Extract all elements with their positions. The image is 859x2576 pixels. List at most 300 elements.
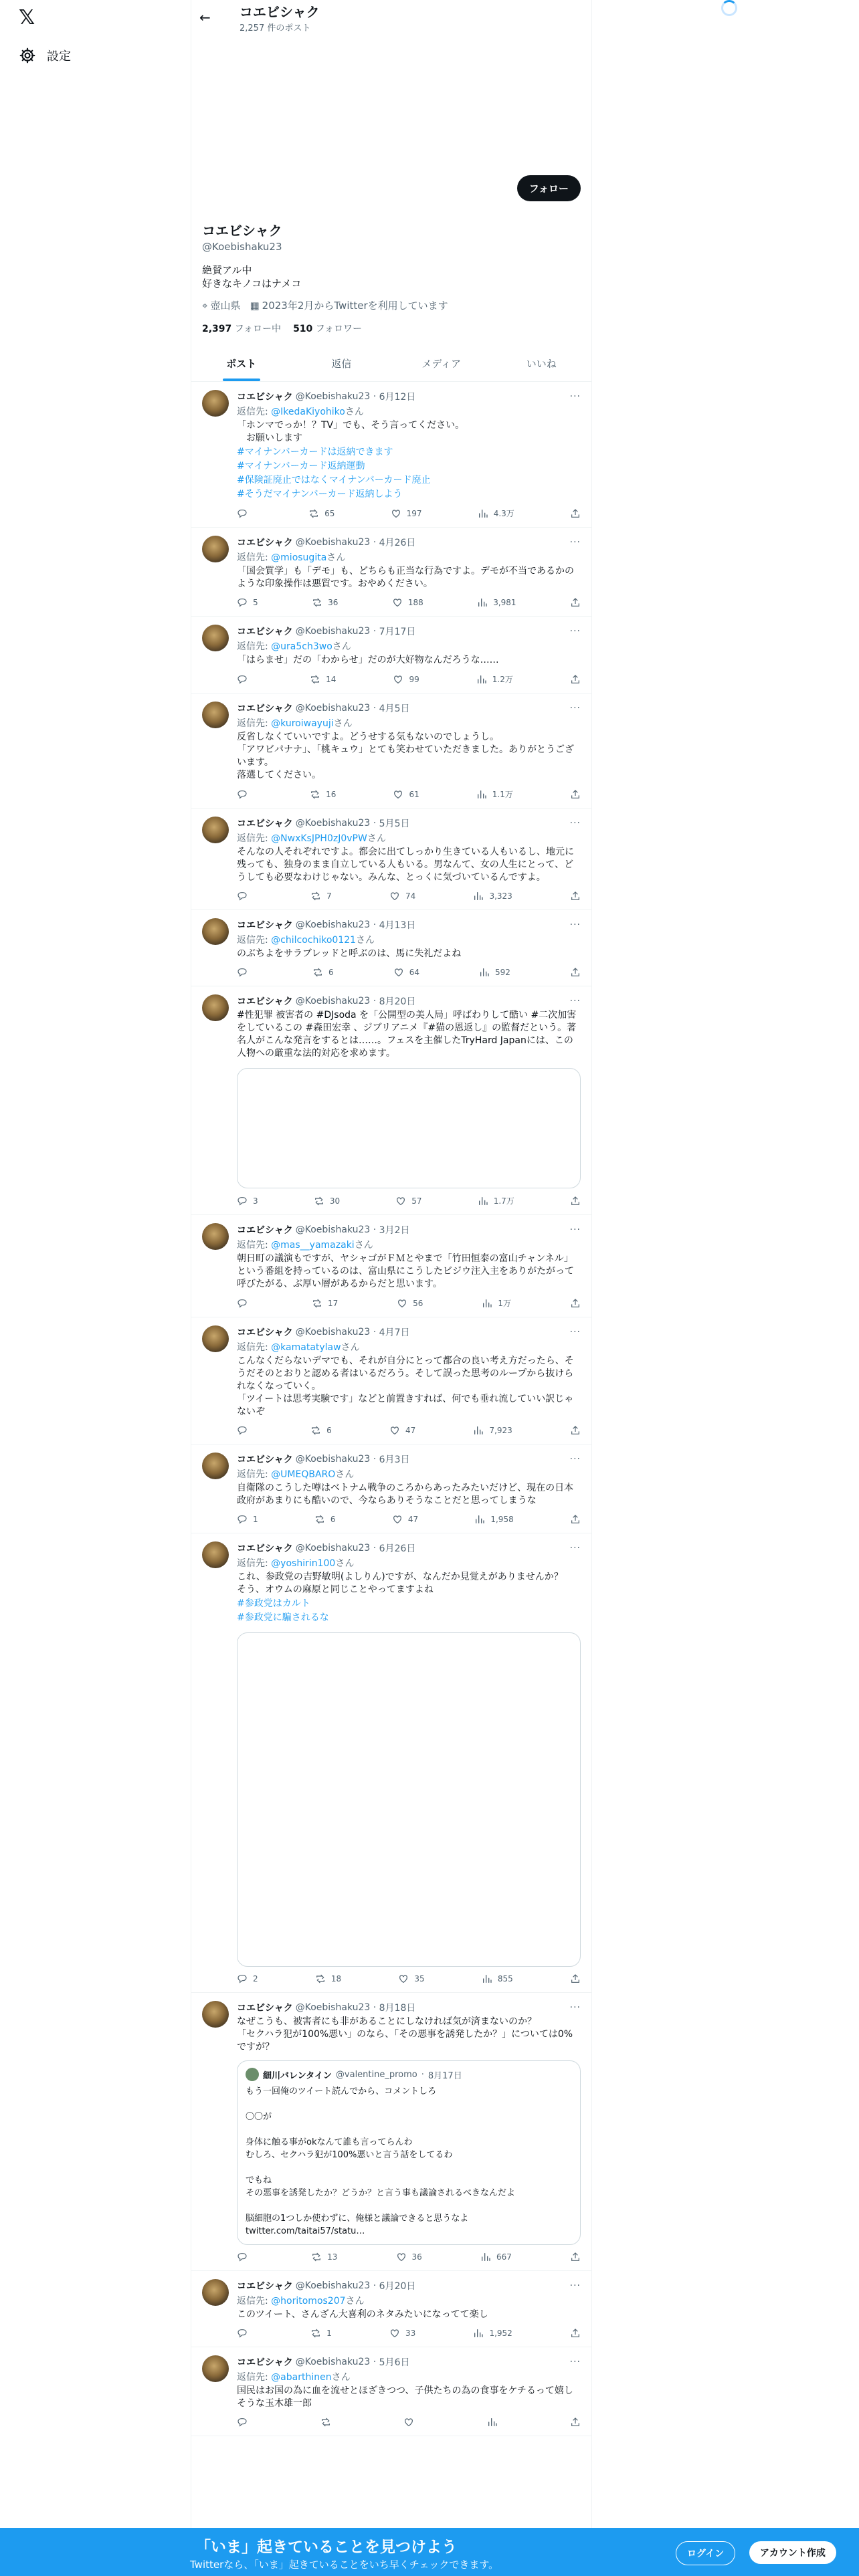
tweet-actions [237, 891, 581, 901]
view-count: 3,981 [493, 598, 516, 607]
tweet-author-name[interactable]: コエビシャク [237, 2003, 293, 2014]
reply-to-handle[interactable]: @miosugita [271, 552, 327, 563]
reply-suffix: さん [332, 641, 351, 652]
hashtag-link[interactable]: #参政党はカルト [237, 1598, 310, 1609]
reply-count: 5 [253, 598, 258, 607]
hashtag-link[interactable]: #保険証廃止ではなくマイナンバーカード廃止 [237, 475, 431, 486]
avatar[interactable] [202, 625, 229, 651]
tweet-header [237, 918, 581, 932]
tweet-author-name[interactable]: コエビシャク [237, 1543, 293, 1554]
share-button[interactable] [570, 1195, 581, 1206]
tweet-date[interactable]: 5月5日 [379, 819, 410, 829]
reply-button[interactable] [237, 2252, 253, 2262]
tweet-author-name[interactable]: コエビシャク [237, 538, 293, 548]
views-button[interactable] [476, 673, 513, 685]
share-button[interactable] [570, 2328, 581, 2339]
more-options-icon[interactable]: ··· [569, 996, 581, 1006]
reply-suffix: さん [335, 1469, 355, 1480]
reply-prefix: 返信先: [237, 641, 272, 652]
avatar[interactable] [202, 1325, 229, 1352]
avatar[interactable] [202, 1223, 229, 1250]
tweet-actions [237, 1425, 581, 1436]
bar-chart-icon [478, 1196, 488, 1206]
retweet-button[interactable] [310, 1425, 332, 1436]
tweet-text: 国民はお国の為に血を流せとほざきつつ、子供たちの為の食事をケチるって嬉しそうな玉木雄一郎 [237, 2385, 573, 2409]
bar-chart-icon [487, 2417, 498, 2428]
retweet-icon [310, 891, 321, 901]
tweet-header [237, 1453, 581, 1466]
quoted-tweet[interactable] [237, 2060, 581, 2245]
reply-button[interactable] [237, 891, 253, 901]
tweet-body [237, 994, 581, 1206]
share-button[interactable] [570, 673, 581, 685]
heart-icon [389, 2328, 400, 2339]
tweet-header [237, 625, 581, 638]
reply-to-handle[interactable]: @UMEQBARO [271, 1469, 336, 1480]
more-options-icon[interactable]: ··· [569, 818, 581, 829]
like-count: 74 [405, 891, 416, 901]
views-button[interactable] [479, 967, 510, 978]
tweet-author-name[interactable]: コエビシャク [237, 2357, 293, 2368]
reply-to-handle[interactable]: @abarthinen [271, 2372, 332, 2383]
reply-button[interactable] [237, 967, 253, 978]
reply-prefix: 返信先: [237, 2372, 272, 2383]
followers-label: フォロワー [315, 324, 363, 334]
reply-to-handle[interactable]: @ura5ch3wo [271, 641, 332, 652]
more-options-icon[interactable]: ··· [569, 703, 581, 714]
tweet-date[interactable]: 6月20日 [379, 2281, 416, 2292]
separator: · [370, 1543, 379, 1553]
profile-follow-stats [202, 322, 581, 335]
like-button[interactable] [393, 967, 419, 978]
retweet-button[interactable] [310, 673, 336, 685]
tweet-author-name[interactable]: コエビシャク [237, 392, 293, 403]
retweet-button[interactable] [314, 1195, 340, 1206]
tweet-author-name[interactable]: コエビシャク [237, 627, 293, 637]
like-count: 35 [414, 1974, 425, 1983]
avatar[interactable] [202, 817, 229, 843]
location-text: 壺山県 [210, 300, 241, 312]
reply-button[interactable] [237, 673, 253, 685]
nav-settings-label: 設定 [47, 49, 71, 64]
retweet-button[interactable] [315, 1973, 341, 1984]
joined-text: 2023年2月からTwitterを利用しています [262, 300, 448, 312]
reply-prefix: 返信先: [237, 1558, 272, 1569]
reply-prefix: 返信先: [237, 407, 272, 417]
like-button[interactable] [396, 2252, 422, 2262]
tweet-body [237, 1223, 581, 1309]
profile-meta [202, 298, 581, 312]
heart-icon [389, 891, 400, 901]
more-options-icon[interactable]: ··· [569, 1543, 581, 1553]
reply-context [237, 716, 581, 730]
like-button[interactable] [389, 2328, 415, 2339]
views-button[interactable] [482, 1297, 511, 1309]
tweet-actions [237, 2328, 581, 2339]
tweet-header [237, 1223, 581, 1237]
like-button[interactable] [398, 1973, 424, 1984]
retweet-count: 17 [327, 1298, 339, 1308]
tweet-text: そんなの人それぞれですよ。都会に出てしっかり生きている人もいるし、地元に残っても、独身のまま自立している人もいる。男なんて、女の人生にとって、どうしても必要なわけじゃない。みんな、とっくに気づいているんですよ。 [237, 847, 574, 883]
more-options-icon[interactable]: ··· [569, 2280, 581, 2291]
views-button[interactable] [480, 2252, 512, 2262]
share-button[interactable] [570, 891, 581, 901]
reply-icon [237, 891, 248, 901]
retweet-button[interactable] [310, 891, 332, 901]
tweet-media[interactable] [237, 1068, 581, 1188]
calendar-icon: ▦ [250, 299, 260, 312]
tweet-author-handle: @Koebishaku23 [295, 2357, 371, 2367]
share-button[interactable] [570, 1514, 581, 1525]
tweet-date[interactable]: 4月5日 [379, 704, 410, 714]
view-count: 1.7万 [493, 1196, 514, 1206]
reply-to-handle[interactable]: @mas__yamazaki [271, 1240, 355, 1251]
tweet-date[interactable]: 4月13日 [379, 920, 416, 931]
share-button[interactable] [570, 2252, 581, 2262]
tweet[interactable] [191, 1317, 591, 1444]
tweet-author-name[interactable]: コエビシャク [237, 1225, 293, 1236]
more-options-icon[interactable]: ··· [569, 626, 581, 637]
bar-chart-icon [482, 1298, 492, 1309]
x-logo-icon[interactable]: 𝕏 [19, 6, 35, 29]
retweet-icon [310, 789, 320, 800]
share-icon [570, 789, 581, 800]
reply-button[interactable] [237, 597, 258, 608]
reply-to-handle[interactable]: @IkedaKiyohiko [271, 407, 345, 417]
reply-button[interactable] [237, 1514, 258, 1525]
tweet-date[interactable]: 6月26日 [379, 1543, 416, 1554]
tweet-header [237, 390, 581, 403]
view-count: 4.3万 [493, 509, 514, 518]
tweet-body [237, 2001, 581, 2262]
avatar[interactable] [202, 702, 229, 728]
tweet-actions [237, 508, 581, 519]
tweet[interactable] [191, 2271, 591, 2347]
separator: · [370, 2280, 379, 2291]
tweet-author-name[interactable]: コエビシャク [237, 920, 293, 931]
views-button[interactable] [487, 2417, 503, 2428]
loading-spinner-icon [721, 0, 737, 16]
separator: · [370, 2002, 379, 2013]
retweet-button[interactable] [312, 1297, 338, 1309]
share-button[interactable] [570, 1425, 581, 1436]
reply-suffix: さん [367, 833, 386, 844]
share-button[interactable] [570, 597, 581, 608]
like-button[interactable] [403, 2417, 419, 2428]
separator: · [370, 1327, 379, 1337]
tweet-date[interactable]: 6月12日 [379, 392, 416, 403]
tweet[interactable] [191, 1444, 591, 1533]
reply-button[interactable] [237, 788, 253, 800]
reply-to-handle[interactable]: @yoshirin100 [271, 1558, 336, 1569]
more-options-icon[interactable]: ··· [569, 920, 581, 930]
reply-suffix: さん [326, 552, 346, 563]
avatar[interactable] [202, 994, 229, 1021]
bar-chart-icon [479, 967, 490, 978]
tweet-actions [237, 1195, 581, 1206]
tweet[interactable] [191, 809, 591, 910]
hashtag-link[interactable]: #参政党に騙されるな [237, 1612, 329, 1623]
separator: · [370, 1454, 379, 1465]
tweet-header [237, 536, 581, 549]
tweet[interactable] [191, 910, 591, 986]
share-button[interactable] [570, 1297, 581, 1309]
hashtag-link[interactable]: #マイナンバーカード返納運動 [237, 461, 365, 471]
reply-icon [237, 597, 248, 608]
views-button[interactable] [473, 891, 512, 901]
heart-icon [398, 1973, 409, 1984]
avatar[interactable] [202, 2279, 229, 2306]
retweet-button[interactable] [310, 2328, 332, 2339]
tweet[interactable] [191, 1533, 591, 1993]
profile-handle: @Koebishaku23 [202, 241, 282, 253]
tweet[interactable] [191, 1993, 591, 2271]
tweet-author-name[interactable]: コエビシャク [237, 704, 293, 714]
tweet-date[interactable]: 4月26日 [379, 538, 416, 548]
tweet-author-handle: @Koebishaku23 [295, 391, 371, 402]
retweet-button[interactable] [311, 2252, 337, 2262]
tweet-body [237, 1541, 581, 1984]
reply-to-handle[interactable]: @kuroiwayuji [271, 718, 334, 729]
reply-button[interactable] [237, 1195, 258, 1206]
like-button[interactable] [389, 1425, 415, 1436]
views-button[interactable] [473, 2328, 512, 2339]
like-button[interactable] [393, 673, 419, 685]
tweet-date[interactable]: 6月3日 [379, 1455, 410, 1465]
tweet[interactable] [191, 617, 591, 693]
tweet[interactable] [191, 382, 591, 528]
reply-button[interactable] [237, 1297, 253, 1309]
tweet-actions [237, 1973, 581, 1984]
bar-chart-icon [476, 674, 487, 685]
retweet-count: 13 [327, 2252, 338, 2262]
tweet-text: これ、参政党の吉野敏明(よしりん)ですが、なんだか見覚えがありませんか？ そう、オウムの麻原と同じことやってますよね [237, 1572, 573, 1595]
tweet-body [237, 2355, 581, 2428]
tweet-author-handle: @Koebishaku23 [295, 626, 371, 637]
location-pin-icon: ⌖ [202, 299, 208, 312]
share-icon [570, 2328, 581, 2339]
tweet-body [237, 390, 581, 519]
reply-button[interactable] [237, 508, 253, 519]
tweet-date[interactable]: 5月6日 [379, 2357, 410, 2368]
reply-icon [237, 2328, 248, 2339]
avatar[interactable] [202, 536, 229, 562]
login-button[interactable]: ログイン [676, 2541, 735, 2565]
heart-icon [393, 967, 404, 978]
tab-posts[interactable]: ポスト [191, 346, 292, 381]
like-button[interactable] [395, 1195, 421, 1206]
signup-button[interactable]: アカウント作成 [749, 2541, 836, 2564]
views-button[interactable] [473, 1425, 512, 1436]
tweet[interactable] [191, 986, 591, 1215]
tweet-author-handle: @Koebishaku23 [295, 1327, 371, 1337]
retweet-button[interactable] [312, 597, 338, 608]
tweet-text: このツイート、さんざん大喜利のネタみたいになってて楽し [237, 2309, 488, 2320]
follow-button[interactable]: フォロー [517, 175, 581, 201]
tweet-text: 朝日町の議演もですが、ヤシャゴがＦＭとやまで「竹田恒泰の富山チャンネル」という番組を持っているのは、富山県にこうしたビジウ注入主をありがたがって呼びたがる、ぶ厚い層があるからだと思います。 [237, 1253, 574, 1289]
tweet-date[interactable]: 4月7日 [379, 1327, 410, 1338]
more-options-icon[interactable]: ··· [569, 2002, 581, 2013]
tweet-author-name[interactable]: コエビシャク [237, 2281, 293, 2292]
share-button[interactable] [570, 967, 581, 978]
reply-button[interactable] [237, 1973, 258, 1984]
followers-link[interactable] [293, 322, 362, 335]
retweet-count: 14 [326, 674, 337, 684]
tweet-media[interactable] [237, 1632, 581, 1967]
tweet-author-handle: @Koebishaku23 [295, 2280, 371, 2291]
reply-context [237, 639, 581, 653]
tweet-body [237, 1325, 581, 1436]
tab-likes[interactable]: いいね [526, 358, 557, 370]
reply-icon [237, 1425, 248, 1436]
more-options-icon[interactable]: ··· [569, 537, 581, 548]
reply-button[interactable] [237, 2328, 253, 2339]
reply-to-handle[interactable]: @chilcochiko0121 [271, 935, 357, 946]
tweet-body [237, 625, 581, 685]
views-button[interactable] [477, 597, 516, 608]
tweet-author-name[interactable]: コエビシャク [237, 1455, 293, 1465]
reply-prefix: 返信先: [237, 1469, 272, 1480]
reply-context [237, 1556, 581, 1570]
tweet[interactable] [191, 2347, 591, 2436]
more-options-icon[interactable]: ··· [569, 1327, 581, 1337]
share-icon [570, 597, 581, 608]
like-button[interactable] [389, 891, 415, 901]
reply-to-handle[interactable]: @NwxKsJPH0zJ0vPW [271, 833, 367, 844]
header-post-count: 2,257 件のポスト [240, 23, 311, 33]
views-button[interactable] [482, 1973, 513, 1984]
tweet-author-name[interactable]: コエビシャク [237, 996, 293, 1007]
nav-settings[interactable] [19, 47, 71, 64]
login-prompt-title: 「いま」起きていることを見つけよう [195, 2539, 457, 2556]
tweet-actions [237, 967, 581, 978]
tweet-text: #性犯罪 被害者の #DJsoda を「公開型の美人局」呼ばわりして酷い #二次加害 をしているこの #森田宏幸 、ジブリアニメ『#猫の恩返し』の監督だという。著名人がこんな発言をするとは……。フェスを主催したTryHard Japanには、この人物への厳重な法的対応を求めます。 [237, 1010, 577, 1059]
share-button[interactable] [570, 1973, 581, 1984]
views-button[interactable] [478, 508, 514, 519]
profile-header [191, 0, 591, 35]
retweet-icon [320, 2417, 331, 2428]
like-button[interactable] [393, 788, 419, 800]
avatar [246, 2068, 259, 2081]
like-count: 47 [407, 1515, 419, 1524]
tweet-text: 反省しなくていいですよ。どうせする気もないのでしょうし。 「アワビパナナ」、「桃キュウ」とても笑わせていただきました。ありがとうございます。 落選してください。 [237, 732, 574, 780]
separator: · [370, 2357, 379, 2367]
tab-replies[interactable]: 返信 [331, 358, 352, 370]
reply-to-handle[interactable]: @kamatatylaw [271, 1342, 341, 1353]
tweet-date[interactable]: 8月18日 [379, 2003, 416, 2014]
avatar[interactable] [202, 1453, 229, 1479]
separator: · [421, 2069, 424, 2080]
share-button[interactable] [570, 508, 581, 519]
retweet-button[interactable] [310, 788, 336, 800]
tweet-text: なぜこうも、被害者にも非があることにしなければ気が済まないのか？ 「セクハラ犯が100%悪い」のなら、「その悪事を誘発したか？」については0%ですが？ [237, 2016, 573, 2052]
tab-media[interactable]: メディア [421, 358, 462, 370]
share-icon [570, 674, 581, 685]
heart-icon [389, 1425, 400, 1436]
avatar[interactable] [202, 1541, 229, 1568]
separator: · [370, 703, 379, 714]
tweet-author-name[interactable]: コエビシャク [237, 1327, 293, 1338]
reply-button[interactable] [237, 2417, 253, 2428]
like-button[interactable] [392, 597, 423, 608]
retweet-count: 6 [328, 968, 334, 977]
retweet-button[interactable] [314, 1514, 336, 1525]
tweet-author-name[interactable]: コエビシャク [237, 819, 293, 829]
tweet-actions [237, 1514, 581, 1525]
tweet[interactable] [191, 1215, 591, 1317]
avatar[interactable] [202, 918, 229, 945]
reply-to-handle[interactable]: @horitomos207 [271, 2296, 346, 2306]
like-button[interactable] [391, 508, 422, 519]
following-link[interactable] [202, 322, 281, 335]
avatar[interactable] [202, 390, 229, 417]
separator: · [370, 537, 379, 548]
share-button[interactable] [570, 788, 581, 800]
retweet-count: 65 [324, 508, 335, 518]
share-icon [570, 1298, 581, 1309]
tweet-actions [237, 673, 581, 685]
more-options-icon[interactable]: ··· [569, 1224, 581, 1235]
hashtag-link[interactable]: #マイナンバーカードは返納できます [237, 447, 393, 457]
more-options-icon[interactable]: ··· [569, 391, 581, 402]
retweet-button[interactable] [320, 2417, 337, 2428]
like-button[interactable] [397, 1297, 423, 1309]
share-button[interactable] [570, 2417, 581, 2428]
share-icon [570, 1973, 581, 1984]
bar-chart-icon [477, 597, 488, 608]
retweet-icon [310, 2328, 321, 2339]
back-arrow-icon[interactable]: ← [199, 9, 211, 25]
reply-prefix: 返信先: [237, 935, 272, 946]
view-count: 1万 [498, 1299, 512, 1308]
retweet-icon [308, 508, 319, 519]
tweet-header [237, 1541, 581, 1555]
reply-icon [237, 1196, 248, 1206]
more-options-icon[interactable]: ··· [569, 2357, 581, 2367]
share-icon [570, 2417, 581, 2428]
retweet-count: 36 [328, 598, 339, 607]
retweet-count: 6 [326, 1426, 332, 1435]
tweet-date[interactable]: 3月2日 [379, 1225, 410, 1236]
views-button[interactable] [474, 1514, 513, 1525]
reply-button[interactable] [237, 1425, 253, 1436]
main-column [191, 0, 592, 2576]
avatar[interactable] [202, 2001, 229, 2028]
retweet-button[interactable] [308, 508, 335, 519]
retweet-button[interactable] [312, 967, 334, 978]
tweet[interactable] [191, 693, 591, 809]
avatar[interactable] [202, 2355, 229, 2382]
more-options-icon[interactable]: ··· [569, 1454, 581, 1465]
like-button[interactable] [392, 1514, 418, 1525]
reply-icon [237, 674, 248, 685]
heart-icon [403, 2417, 414, 2428]
tweet-date[interactable]: 8月20日 [379, 996, 416, 1007]
tweet-header [237, 2279, 581, 2292]
hashtag-link[interactable]: #そうだマイナンバーカード返納しよう [237, 489, 403, 500]
reply-count: 2 [253, 1974, 258, 1983]
tweet-author-handle: @Koebishaku23 [295, 818, 371, 829]
views-button[interactable] [478, 1195, 514, 1206]
tweet-body [237, 536, 581, 608]
reply-suffix: さん [354, 1240, 373, 1251]
view-count: 7,923 [489, 1426, 512, 1435]
heart-icon [392, 597, 403, 608]
reply-context [237, 550, 581, 564]
views-button[interactable] [476, 788, 513, 800]
tweet-date[interactable]: 7月17日 [379, 627, 416, 637]
tweet[interactable] [191, 528, 591, 617]
